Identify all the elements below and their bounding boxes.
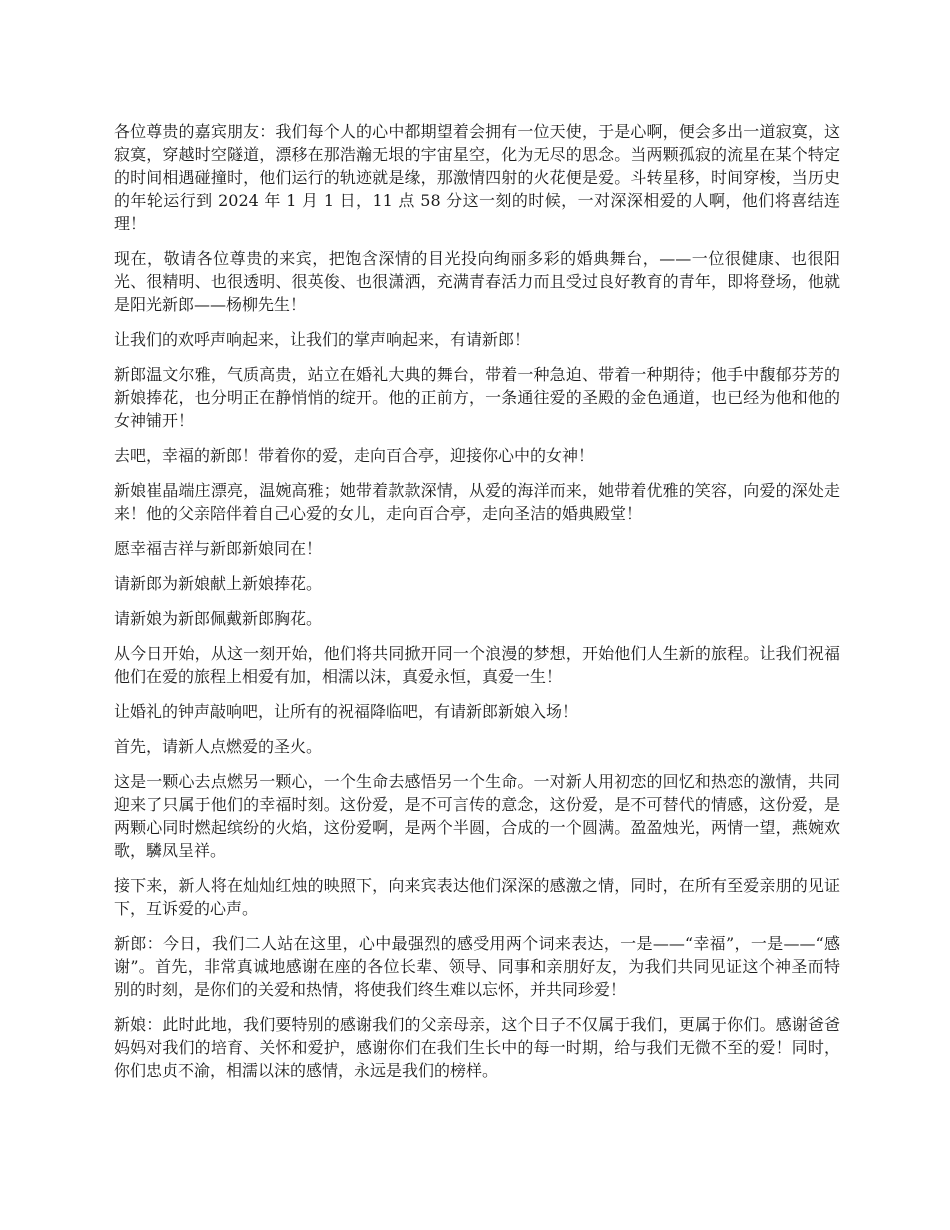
paragraph-groom-speech: 新郎：今日，我们二人站在这里，心中最强烈的感受用两个词来表达，一是——“幸福”，一是——“感谢”。首先，非常真诚地感谢在座的各位长辈、领导、同事和亲朋好友，为我们共同见证这个神圣而特别的时刻，是你们的关爱和热情，将使我们终生难以忘怀，并共同珍爱！ (114, 934, 840, 999)
paragraph-bells: 让婚礼的钟声敲响吧，让所有的祝福降临吧，有请新郎新娘入场！ (114, 702, 579, 721)
paragraph-blessing: 愿幸福吉祥与新郎新娘同在！ (114, 539, 323, 558)
paragraph-opening: 各位尊贵的嘉宾朋友：我们每个人的心中都期望着会拥有一位天使，于是心啊，便会多出一道寂寞，这寂寞，穿越时空隧道，漂移在那浩瀚无垠的宇宙星空，化为无尽的思念。当两颗孤寂的流星在某个特定的时间相遇碰撞时，他们运行的轨迹就是缘，那激情四射的火花便是爱。斗转星移，时间穿梭，当历史的年轮运行到 2024 年 1 月 1 日，11 点 58 分这一刻的时候，一对深深相爱的人啊，他们将喜结连理！ (114, 122, 840, 233)
paragraph-bouquet: 请新郎为新娘献上新娘捧花。 (114, 574, 323, 593)
paragraph-go-groom: 去吧，幸福的新郎！带着你的爱，走向百合亭，迎接你心中的女神！ (114, 446, 595, 465)
paragraph-bride-description: 新娘崔晶端庄漂亮，温婉高雅；她带着款款深情，从爱的海洋而来，她带着优雅的笑容，向爱的深处走来！他的父亲陪伴着自己心爱的女儿，走向百合亭，走向圣洁的婚典殿堂！ (114, 481, 840, 523)
paragraph-candle-meaning: 这是一颗心去点燃另一颗心，一个生命去感悟另一个生命。一对新人用初恋的回忆和热恋的激情，共同迎来了只属于他们的幸福时刻。这份爱，是不可言传的意念，这份爱，是不可替代的情感，这份爱，是两颗心同时燃起缤纷的火焰，这份爱啊，是两个半圆，合成的一个圆满。盈盈烛光，两情一望，燕婉欢歌，驎凤呈祥。 (114, 772, 840, 860)
paragraph-cheer: 让我们的欢呼声响起来，让我们的掌声响起来，有请新郎！ (114, 330, 531, 349)
paragraph-groom-intro: 现在，敬请各位尊贵的来宾，把饱含深情的目光投向绚丽多彩的婚典舞台，——一位很健康、也很阳光、很精明、也很透明、很英俊、也很潇洒，充满青春活力而且受过良好教育的青年，即将登场，他就是阳光新郎——杨柳先生！ (114, 249, 840, 314)
paragraph-gratitude-intro: 接下来，新人将在灿灿红烛的映照下，向来宾表达他们深深的感激之情，同时，在所有至爱亲朋的见证下，互诉爱的心声。 (114, 876, 840, 918)
paragraph-light-fire: 首先，请新人点燃爱的圣火。 (114, 737, 323, 756)
paragraph-groom-description: 新郎温文尔雅，气质高贵，站立在婚礼大典的舞台，带着一种急迫、带着一种期待；他手中馥郁芬芳的新娘捧花，也分明正在静悄悄的绽开。他的正前方，一条通往爱的圣殿的金色通道，也已经为他和他的女神铺开！ (114, 365, 840, 430)
paragraph-boutonniere: 请新娘为新郎佩戴新郎胸花。 (114, 609, 323, 628)
paragraph-new-journey: 从今日开始，从这一刻开始，他们将共同掀开同一个浪漫的梦想，开始他们人生新的旅程。让我们祝福他们在爱的旅程上相爱有加，相濡以沫，真爱永恒，真爱一生！ (114, 644, 840, 686)
paragraph-bride-speech: 新娘：此时此地，我们要特别的感谢我们的父亲母亲，这个日子不仅属于我们，更属于你们。感谢爸爸妈妈对我们的培育、关怀和爱护，感谢你们在我们生长中的每一时期，给与我们无微不至的爱！同时，你们忠贞不渝，相濡以沫的感情，永远是我们的榜样。 (114, 1015, 840, 1080)
document-body (114, 120, 840, 1094)
